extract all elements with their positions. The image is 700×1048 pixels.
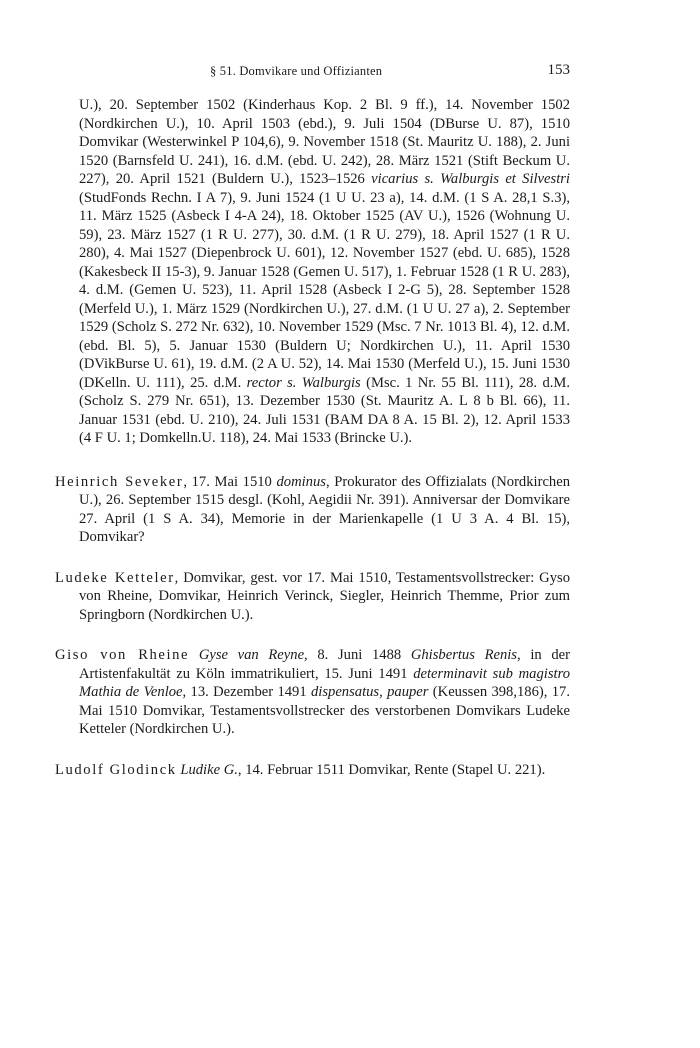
continuation-text: (StudFonds Rechn. I A 7), 9. Juni 1524 (1 U U. 23 a), 14. d.M. (1 S A. 28,1 S.3), 11. März 1525 (Asbeck I 4-A 24), 18. Oktober 1525 (AV U.), 1526 (Wohnung U. 59), 23. März 1527 (1 R U. 277), 30. d.M. (1 R U. 279), 18. April 1527 (1 R U. 280), 4. Mai 1527 (Diepenbrock U. 601), 12. November 1527 (ebd. U. 685), 1528 (Kakesbeck II 15-3), 9. Januar 1528 (Gemen U. 517), 1. Februar 1528 (1 R U. 283), 4. d.M. (Gemen U. 523), 11. April 1528 (Asbeck I 2-G 5), 28. September 1528 (Merfeld U.), 1. März 1529 (Nordkirchen U.), 27. d.M. (1 U U. 27 a), 2. September 1529 (Scholz S. 272 Nr. 632), 10. November 1529 (Msc. 7 Nr. 1013 Bl. 4), 12. d.M. (ebd. Bl. 5), 5. Januar 1530 (Buldern U; Nordkirchen U.), 11. April 1530 (DVikBurse U. 61), 19. d.M. (2 A U. 52), 14. Mai 1530 (Merfeld U.), 15. Juni 1530 (DKelln. U. 111), 25. d.M. — [79, 189, 570, 391]
italic-phrase: determinavit sub magistro Mathia de Venloe — [79, 665, 571, 700]
entry-giso-von-rheine — [55, 646, 570, 739]
entry-text: , 14. Februar 1511 Domvikar, Rente (Stapel U. 221). — [237, 761, 546, 778]
entry-text: , Domvikar, gest. vor 17. Mai 1510, Testamentsvollstrecker: Gyso von Rheine, Domvikar, Heinrich Verinck, Siegler, Heinrich Themme, Prior zum Springborn (Nordkirchen U.). — [79, 569, 570, 623]
italic-phrase: dominus — [276, 473, 326, 490]
entry-name: Heinrich Seveker — [55, 473, 184, 490]
page-body — [55, 96, 570, 779]
running-title: § 51. Domvikare und Offizianten — [210, 64, 383, 78]
continuation-text: (Msc. 1 Nr. 55 Bl. 111), 28. d.M. (Scholz S. 279 Nr. 651), 13. Dezember 1530 (St. Mauritz A. L 8 b Bl. 66), 11. Januar 1531 (ebd. U. 210), 24. Juli 1531 (BAM DA 8 A. 15 Bl. 2), 12. April 1533 (4 F U. 1; Domkelln.U. 118), 24. Mai 1533 (Brincke U.). — [79, 374, 571, 446]
italic-phrase: Gyse van Reyne — [198, 647, 305, 663]
continuation-text: U.), 20. September 1502 (Kinderhaus Kop. 2 Bl. 9 ff.), 14. November 1502 (Nordkirchen U.), 10. April 1503 (ebd.), 9. Juli 1504 (DBurse U. 87), 1510 Domvikar (Westerwinkel P 104,6), 9. November 1518 (St. Mauritz U. 188), 2. Juni 1520 (Barnsfeld U. 241), 16. d.M. (ebd. U. 242), 28. März 1521 (Stift Beckum U. 227), 20. April 1521 (Buldern U.), 1523–1526 — [79, 97, 570, 187]
entry-text: , 8. Juni 1488 — [304, 647, 411, 663]
entry-text: , in der Artistenfakultät zu Köln immatrikuliert, 15. Juni 1491 — [79, 647, 570, 682]
entry-name: Ludolf Glodinck — [55, 761, 177, 778]
italic-phrase: vicarius s. Walburgis et Silvestri — [371, 171, 570, 187]
italic-phrase: Ludike G. — [180, 761, 238, 778]
entry-text: , 13. Dezember 1491 — [182, 684, 311, 700]
entry-heinrich-seveker — [55, 473, 570, 547]
entry-ludeke-ketteler — [55, 569, 570, 625]
entry-ludolf-glodinck — [55, 761, 570, 780]
italic-phrase: rector s. Walburgis — [246, 374, 361, 391]
entry-text: , Prokurator des Offizialats (Nordkirchen U.), 26. September 1515 desgl. (Kohl, Aegidii Nr. 391). Anniversar der Domvikare 27. April (1 S A. 34), Memorie in der Marienkapelle (1 U 3 A. 4 Bl. 15), Domvikar? — [79, 473, 570, 545]
continuation-paragraph — [55, 96, 570, 448]
entry-text: , 17. Mai 1510 — [183, 473, 277, 490]
page-number: 153 — [547, 62, 570, 78]
entry-name: Giso von Rheine — [55, 647, 190, 663]
page-header — [210, 62, 570, 82]
entry-text — [189, 647, 199, 663]
italic-phrase: Ghisbertus Renis — [410, 647, 517, 663]
entry-text: (Keussen 398,186), 17. Mai 1510 Domvikar, Testamentsvollstrecker des verstorbenen Domvikars Ludeke Ketteler (Nordkirchen U.). — [79, 684, 570, 737]
italic-phrase: dispensatus, pauper — [311, 684, 429, 700]
entry-name: Ludeke Ketteler — [55, 569, 175, 586]
